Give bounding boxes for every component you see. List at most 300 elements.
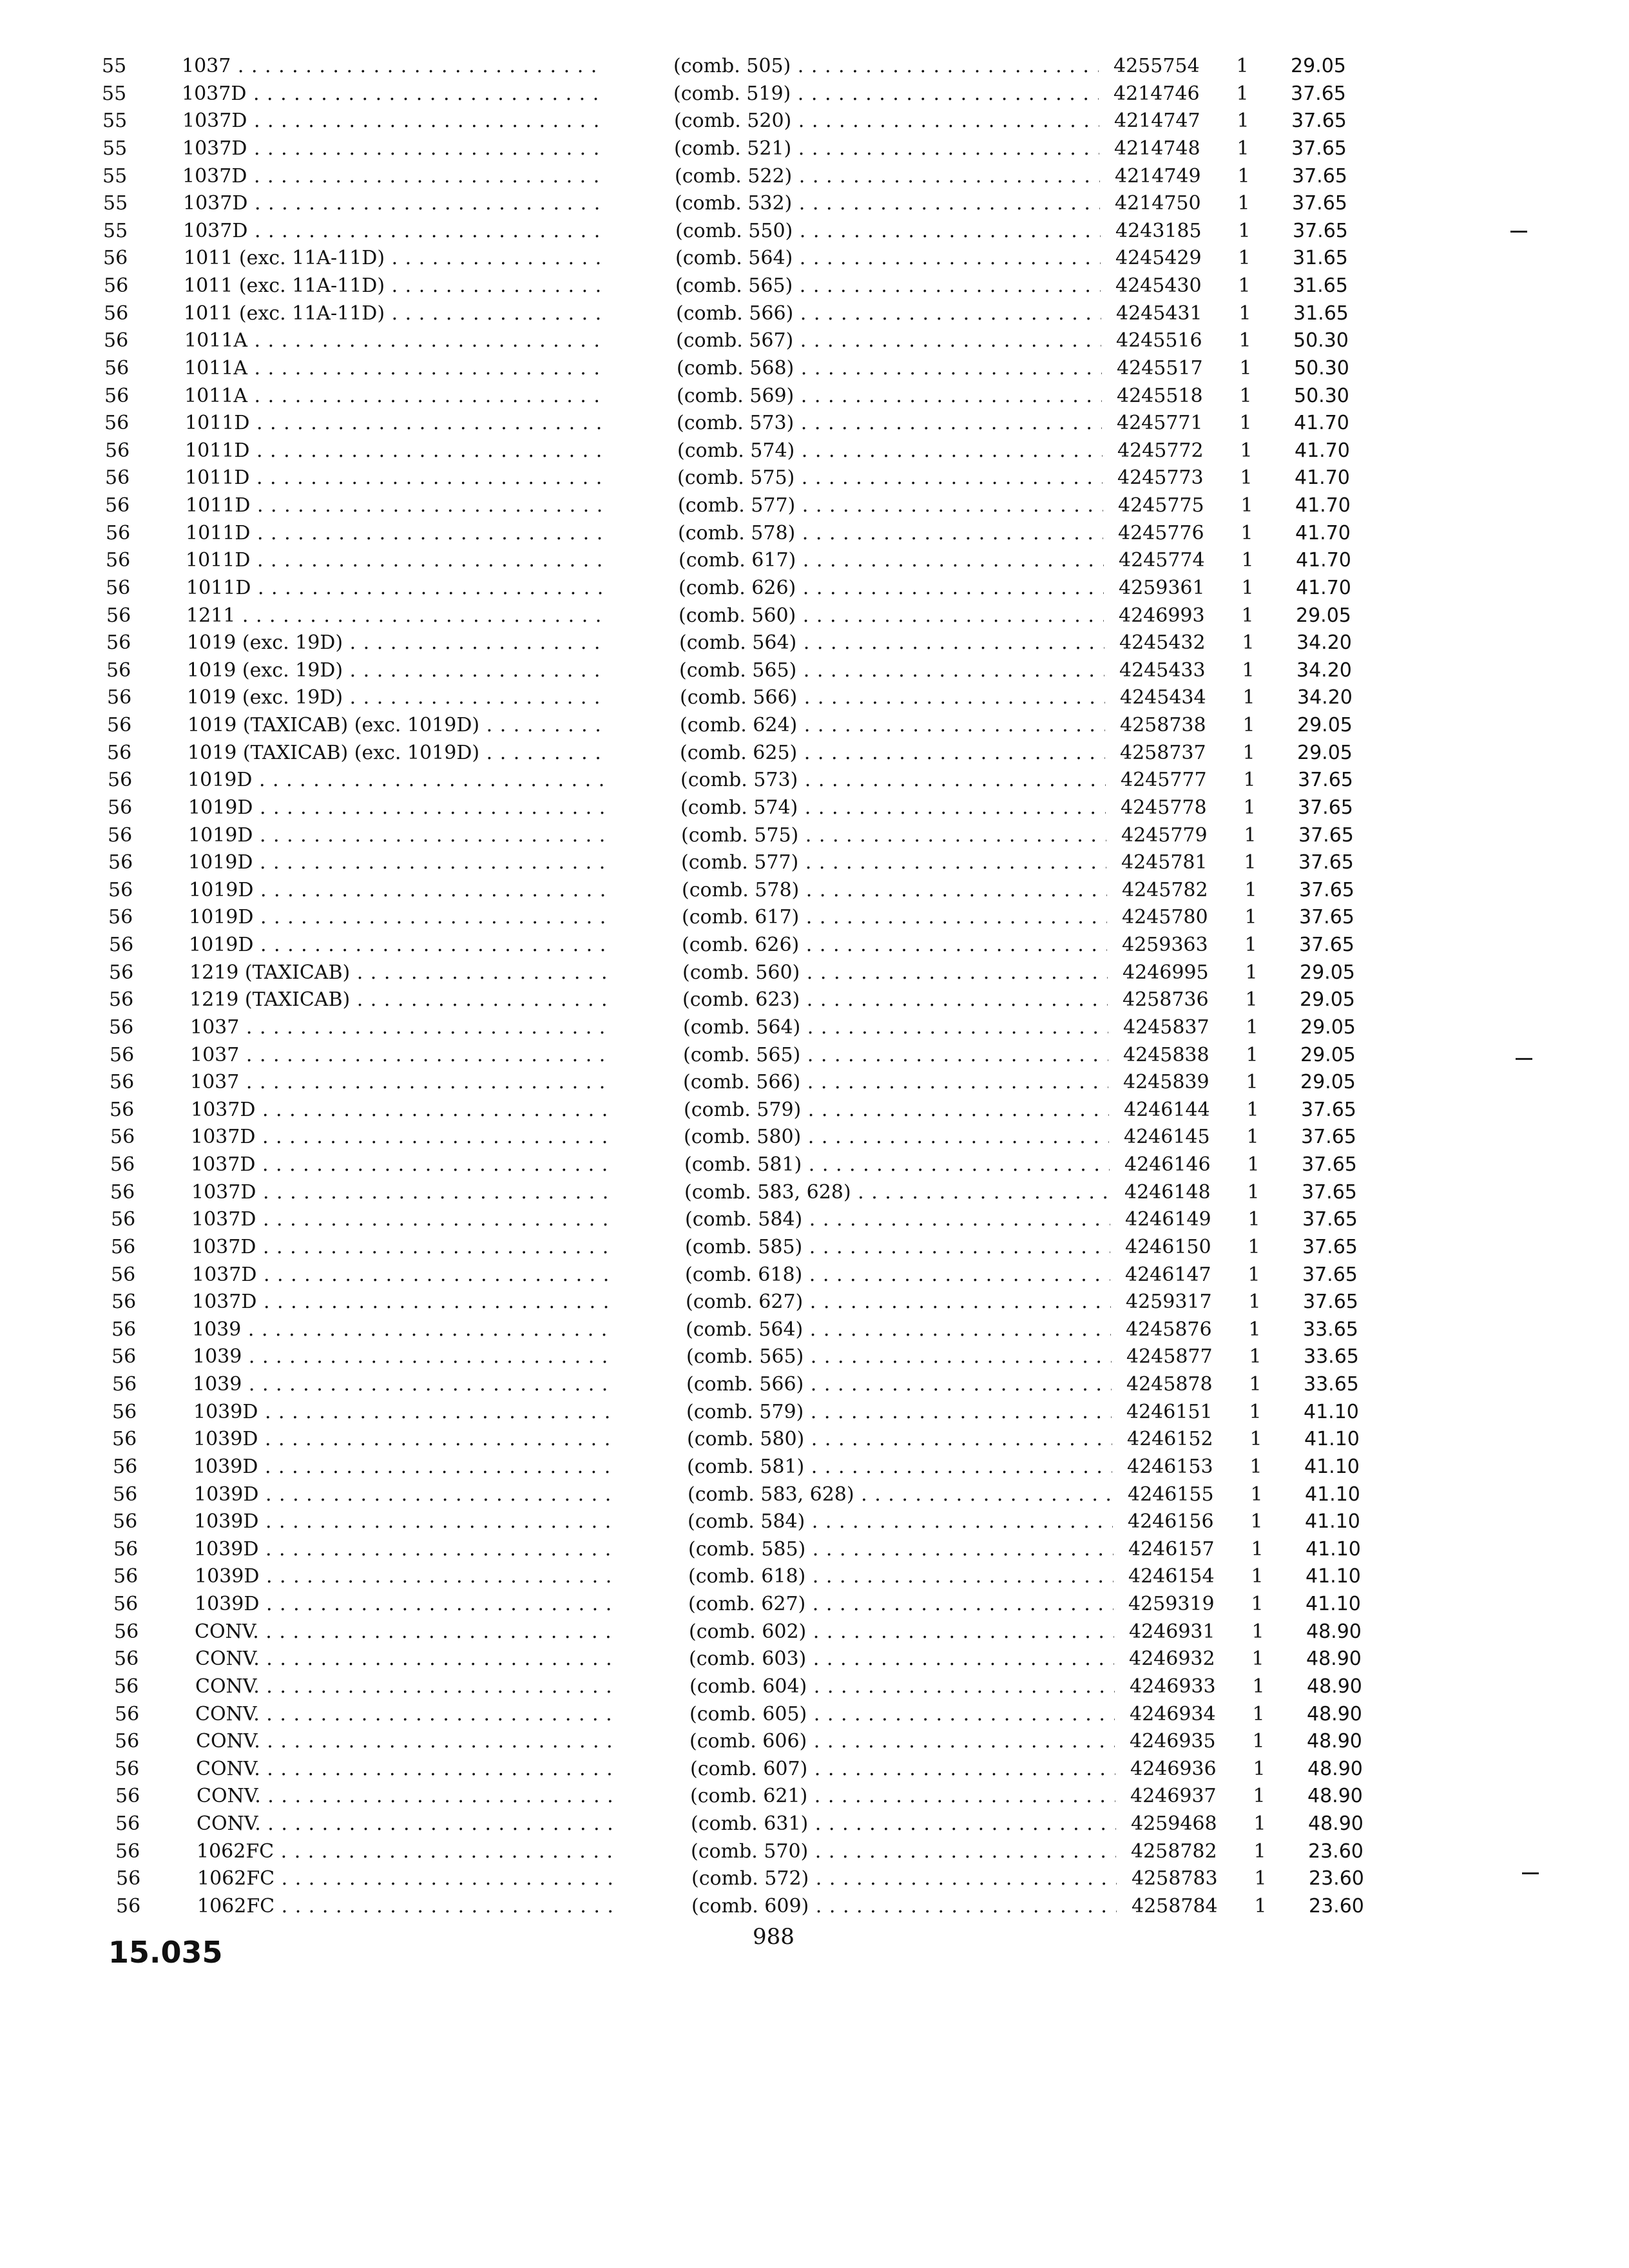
table-row	[0, 1811, 1629, 1837]
table-row	[0, 849, 1629, 876]
model-name: 1019D . . .	[188, 822, 607, 849]
part-number: 4255754	[1113, 55, 1200, 77]
part-number: 4245877	[1126, 1345, 1213, 1368]
model-year: 56	[111, 1345, 137, 1368]
combination-code: (comb. 560) . . .	[682, 959, 1108, 986]
combination-code: (comb. 564) . . .	[675, 245, 1101, 271]
quantity: 1	[1254, 1867, 1267, 1890]
price: 37.65	[1291, 137, 1347, 160]
price: 37.65	[1302, 1181, 1357, 1204]
model-year: 56	[116, 1867, 141, 1890]
price: 37.65	[1299, 879, 1354, 901]
model-name: 1039D . . .	[193, 1399, 612, 1425]
model-name: 1011A . . .	[184, 383, 603, 409]
combination-code: (comb. 626) . . .	[682, 932, 1107, 958]
combination-code: (comb. 585) . . .	[685, 1234, 1110, 1260]
quantity: 1	[1237, 192, 1250, 215]
quantity: 1	[1251, 1648, 1264, 1670]
quantity: 1	[1248, 1264, 1260, 1286]
quantity: 1	[1242, 631, 1255, 654]
part-number: 4258738	[1120, 714, 1206, 736]
price: 41.10	[1304, 1401, 1359, 1423]
table-row	[0, 1124, 1629, 1150]
combination-code: (comb. 521) . . .	[674, 135, 1099, 162]
quantity: 1	[1240, 439, 1253, 462]
table-row	[0, 794, 1629, 821]
quantity: 1	[1241, 549, 1254, 572]
part-number: 4246149	[1125, 1208, 1211, 1231]
model-year: 56	[109, 988, 134, 1011]
table-row	[0, 1563, 1629, 1590]
quantity: 1	[1251, 1620, 1264, 1643]
part-number: 4246155	[1128, 1483, 1214, 1506]
quantity: 1	[1253, 1758, 1266, 1780]
price: 37.65	[1298, 796, 1353, 819]
quantity: 1	[1250, 1483, 1263, 1506]
quantity: 1	[1238, 274, 1251, 297]
model-year: 55	[102, 165, 128, 187]
combination-code: (comb. 627) . . .	[688, 1591, 1113, 1617]
price: 33.65	[1303, 1318, 1358, 1341]
model-year: 56	[105, 466, 130, 489]
combination-code: (comb. 565) . . .	[679, 657, 1104, 684]
model-name: 1039D . . .	[193, 1454, 612, 1480]
price: 37.65	[1302, 1208, 1358, 1231]
model-year: 56	[113, 1456, 138, 1478]
combination-code: (comb. 550) . . .	[675, 218, 1101, 244]
part-number: 4245433	[1119, 659, 1206, 682]
model-year: 56	[104, 412, 130, 434]
model-name: 1019 (exc. 19D) . . .	[187, 629, 606, 656]
model-year: 56	[113, 1538, 139, 1561]
part-number: 4214749	[1115, 165, 1201, 187]
model-name: 1039 . . .	[193, 1371, 612, 1398]
quantity: 1	[1240, 494, 1253, 517]
part-number: 4245876	[1126, 1318, 1212, 1341]
model-year: 56	[115, 1730, 140, 1753]
model-name: 1039D . . .	[194, 1536, 613, 1562]
quantity: 1	[1241, 604, 1254, 627]
price: 41.70	[1295, 522, 1351, 544]
part-number: 4245839	[1123, 1071, 1210, 1093]
combination-code: (comb. 605) . . .	[689, 1701, 1115, 1727]
model-year: 56	[113, 1565, 139, 1588]
combination-code: (comb. 519) . . .	[673, 81, 1099, 107]
model-name: 1037D . . .	[192, 1262, 611, 1288]
combination-code: (comb. 566) . . .	[683, 1069, 1108, 1095]
table-row	[0, 629, 1629, 656]
combination-code: (comb. 617) . . .	[679, 547, 1104, 573]
model-name: 1037D . . .	[191, 1234, 610, 1260]
part-number: 4245775	[1118, 494, 1204, 517]
model-year: 56	[104, 302, 129, 325]
combination-code: (comb. 627) . . .	[686, 1289, 1111, 1315]
part-number: 4246147	[1125, 1264, 1211, 1286]
price: 48.90	[1307, 1675, 1362, 1698]
combination-code: (comb. 574) . . .	[677, 437, 1103, 464]
table-row	[0, 1097, 1629, 1123]
part-number: 4245778	[1121, 796, 1207, 819]
combination-code: (comb. 577) . . .	[678, 492, 1103, 519]
model-year: 56	[105, 439, 130, 462]
model-year: 56	[108, 796, 133, 819]
price: 34.20	[1296, 631, 1352, 654]
table-row	[0, 1371, 1629, 1398]
price: 29.05	[1297, 742, 1353, 764]
part-number: 4214748	[1114, 137, 1200, 160]
combination-code: (comb. 570) . . .	[691, 1838, 1116, 1865]
combination-code: (comb. 585) . . .	[688, 1536, 1113, 1562]
price: 37.65	[1299, 906, 1354, 928]
combination-code: (comb. 578) . . .	[678, 520, 1103, 546]
table-row	[0, 520, 1629, 546]
price: 37.65	[1299, 934, 1354, 956]
part-number: 4246144	[1124, 1099, 1210, 1121]
part-number: 4245771	[1117, 412, 1203, 434]
part-number: 4246148	[1124, 1181, 1211, 1204]
price: 48.90	[1307, 1703, 1362, 1725]
model-name: 1039D . . .	[195, 1591, 613, 1617]
table-row	[0, 190, 1629, 216]
combination-code: (comb. 584) . . .	[688, 1508, 1113, 1535]
quantity: 1	[1237, 137, 1249, 160]
price: 31.65	[1293, 247, 1348, 269]
combination-code: (comb. 583, 628) . . .	[684, 1179, 1110, 1206]
quantity: 1	[1237, 165, 1250, 187]
part-number: 4246146	[1124, 1153, 1211, 1176]
table-row	[0, 986, 1629, 1013]
quantity: 1	[1252, 1730, 1265, 1753]
table-row	[0, 1151, 1629, 1178]
part-number: 4245430	[1115, 274, 1202, 297]
price: 23.60	[1309, 1867, 1364, 1890]
part-number: 4259317	[1126, 1291, 1212, 1313]
table-row	[0, 1234, 1629, 1260]
combination-code: (comb. 566) . . .	[686, 1371, 1112, 1398]
quantity: 1	[1247, 1153, 1260, 1176]
combination-code: (comb. 564) . . .	[683, 1014, 1108, 1041]
quantity: 1	[1245, 961, 1258, 984]
quantity: 1	[1249, 1428, 1262, 1450]
combination-code: (comb. 625) . . .	[680, 740, 1105, 766]
model-name: 1039D . . .	[194, 1481, 613, 1508]
margin-mark	[1516, 1058, 1532, 1060]
model-name: 1037 . . .	[190, 1014, 609, 1041]
price: 31.65	[1293, 302, 1349, 325]
table-row	[0, 1316, 1629, 1343]
price: 37.65	[1291, 82, 1346, 105]
model-year: 56	[105, 494, 130, 517]
table-row	[0, 1783, 1629, 1809]
model-year: 56	[110, 1071, 135, 1093]
model-name: 1011 (exc. 11A-11D) . . .	[184, 273, 602, 299]
model-name: 1019 (exc. 19D) . . .	[187, 684, 606, 711]
combination-code: (comb. 568) . . .	[677, 355, 1102, 381]
part-number: 4246151	[1126, 1401, 1213, 1423]
quantity: 1	[1242, 686, 1255, 709]
part-number: 4246935	[1130, 1730, 1216, 1753]
model-year: 55	[102, 110, 128, 132]
table-row	[0, 1426, 1629, 1452]
model-name: CONV. . . .	[197, 1783, 615, 1809]
price: 29.05	[1300, 961, 1355, 984]
model-name: CONV. . . .	[196, 1728, 615, 1754]
table-row	[0, 1262, 1629, 1288]
table-row	[0, 1619, 1629, 1645]
model-year: 56	[114, 1648, 139, 1670]
quantity: 1	[1240, 522, 1253, 544]
model-name: 1019D . . .	[189, 877, 608, 903]
price: 50.30	[1294, 357, 1349, 380]
table-row	[0, 1343, 1629, 1370]
model-year: 56	[113, 1510, 138, 1533]
table-row	[0, 1865, 1629, 1892]
model-name: 1019 (exc. 19D) . . .	[187, 657, 606, 684]
model-year: 56	[112, 1401, 137, 1423]
quantity: 1	[1239, 357, 1252, 380]
model-year: 56	[111, 1318, 137, 1341]
model-name: CONV. . . .	[195, 1619, 613, 1645]
combination-code: (comb. 579) . . .	[684, 1097, 1109, 1123]
model-name: 1019D . . .	[188, 767, 606, 793]
table-row	[0, 218, 1629, 244]
model-name: 1037D . . .	[192, 1289, 611, 1315]
model-name: 1011A . . .	[184, 327, 603, 354]
page-number: 988	[753, 1924, 795, 1950]
quantity: 1	[1242, 742, 1255, 764]
model-year: 56	[110, 1044, 135, 1066]
part-number: 4243185	[1115, 220, 1202, 242]
table-row	[0, 1701, 1629, 1727]
model-year: 56	[104, 357, 130, 380]
combination-code: (comb. 567) . . .	[676, 327, 1101, 354]
quantity: 1	[1244, 906, 1257, 928]
model-year: 56	[104, 385, 130, 407]
price: 37.65	[1301, 1126, 1356, 1148]
model-year: 55	[102, 82, 127, 105]
model-year: 56	[109, 961, 134, 984]
price: 41.10	[1304, 1456, 1360, 1478]
price: 29.05	[1300, 1044, 1356, 1066]
model-name: 1011D . . .	[186, 547, 604, 573]
model-name: 1019 (TAXICAB) (exc. 1019D) . . .	[188, 712, 606, 738]
table-row	[0, 108, 1629, 134]
model-name: 1037D . . .	[182, 163, 601, 189]
price: 37.65	[1291, 110, 1347, 132]
combination-code: (comb. 520) . . .	[674, 108, 1099, 134]
model-name: 1037D . . .	[191, 1097, 610, 1123]
table-row	[0, 822, 1629, 849]
model-name: 1037 . . .	[190, 1069, 609, 1095]
margin-mark	[1510, 231, 1527, 233]
table-row	[0, 1728, 1629, 1754]
part-number: 4246154	[1128, 1565, 1215, 1588]
quantity: 1	[1249, 1345, 1262, 1368]
quantity: 1	[1253, 1785, 1266, 1807]
quantity: 1	[1243, 769, 1256, 791]
price: 41.70	[1296, 549, 1351, 572]
combination-code: (comb. 577) . . .	[681, 849, 1106, 876]
quantity: 1	[1246, 1126, 1259, 1148]
model-name: 1019D . . .	[189, 904, 608, 930]
part-number: 4259363	[1122, 934, 1208, 956]
model-name: 1011D . . .	[186, 520, 604, 546]
part-number: 4246934	[1130, 1703, 1216, 1725]
part-number: 4245434	[1120, 686, 1206, 709]
part-number: 4258737	[1120, 742, 1206, 764]
part-number: 4214750	[1115, 192, 1201, 215]
quantity: 1	[1248, 1208, 1260, 1231]
table-row	[0, 135, 1629, 162]
part-number: 4259319	[1128, 1593, 1215, 1615]
quantity: 1	[1253, 1812, 1266, 1835]
combination-code: (comb. 584) . . .	[685, 1206, 1110, 1233]
quantity: 1	[1244, 824, 1257, 847]
combination-code: (comb. 565) . . .	[675, 273, 1101, 299]
part-number: 4245774	[1119, 549, 1205, 572]
model-name: 1219 (TAXICAB) . . .	[189, 959, 608, 986]
quantity: 1	[1244, 934, 1257, 956]
model-name: 1019D . . .	[189, 932, 608, 958]
section-number: 15.035	[108, 1935, 223, 1970]
price: 41.10	[1305, 1483, 1360, 1506]
part-number: 4245782	[1122, 879, 1208, 901]
price: 29.05	[1300, 988, 1355, 1011]
price: 23.60	[1308, 1840, 1364, 1863]
model-name: 1037D . . .	[191, 1151, 610, 1178]
quantity: 1	[1248, 1291, 1261, 1313]
quantity: 1	[1249, 1373, 1262, 1396]
table-row	[0, 273, 1629, 299]
quantity: 1	[1246, 1071, 1258, 1093]
model-year: 56	[109, 1016, 134, 1039]
quantity: 1	[1247, 1181, 1260, 1204]
part-number: 4246932	[1129, 1648, 1215, 1670]
quantity: 1	[1239, 412, 1252, 434]
table-row	[0, 1646, 1629, 1672]
table-row	[0, 437, 1629, 464]
model-name: 1062FC . . .	[197, 1838, 615, 1865]
model-name: 1039D . . .	[193, 1426, 612, 1452]
model-year: 56	[112, 1373, 137, 1396]
price: 41.70	[1295, 439, 1350, 462]
table-row	[0, 1454, 1629, 1480]
price: 41.70	[1295, 494, 1351, 517]
price: 48.90	[1306, 1648, 1362, 1670]
price: 29.05	[1300, 1016, 1356, 1039]
model-name: 1037D . . .	[191, 1179, 610, 1206]
model-name: 1219 (TAXICAB) . . .	[189, 986, 608, 1013]
price: 34.20	[1296, 659, 1352, 682]
quantity: 1	[1244, 851, 1257, 874]
model-year: 56	[106, 659, 131, 682]
model-year: 56	[115, 1812, 140, 1835]
table-row	[0, 712, 1629, 738]
combination-code: (comb. 573) . . .	[680, 767, 1106, 793]
table-row	[0, 1838, 1629, 1865]
price: 48.90	[1306, 1620, 1362, 1643]
combination-code: (comb. 532) . . .	[675, 190, 1100, 216]
model-name: CONV. . . .	[195, 1673, 614, 1700]
quantity: 1	[1236, 55, 1249, 77]
part-number: 4245516	[1116, 329, 1202, 352]
model-name: CONV. . . .	[197, 1811, 615, 1837]
table-row	[0, 1591, 1629, 1617]
quantity: 1	[1239, 385, 1252, 407]
model-year: 56	[116, 1895, 141, 1917]
model-name: 1037D . . .	[182, 108, 601, 134]
price: 50.30	[1293, 329, 1349, 352]
table-row	[0, 740, 1629, 766]
model-name: 1011D . . .	[186, 492, 604, 519]
price: 48.90	[1307, 1730, 1362, 1753]
combination-code: (comb. 522) . . .	[675, 163, 1100, 189]
model-name: 1037D . . .	[191, 1206, 610, 1233]
quantity: 1	[1245, 988, 1258, 1011]
model-year: 56	[106, 631, 131, 654]
table-row	[0, 904, 1629, 930]
part-number: 4214747	[1114, 110, 1200, 132]
combination-code: (comb. 618) . . .	[688, 1563, 1113, 1590]
price: 29.05	[1296, 604, 1351, 627]
model-name: 1011D . . .	[186, 575, 605, 601]
table-row	[0, 1206, 1629, 1233]
price: 34.20	[1297, 686, 1353, 709]
part-number: 4258784	[1132, 1895, 1218, 1917]
model-year: 56	[115, 1785, 140, 1807]
table-row	[0, 492, 1629, 519]
table-row	[0, 465, 1629, 491]
quantity: 1	[1238, 220, 1251, 242]
model-name: 1037D . . .	[183, 218, 602, 244]
quantity: 1	[1252, 1703, 1265, 1725]
quantity: 1	[1240, 466, 1253, 489]
combination-code: (comb. 566) . . .	[676, 300, 1101, 327]
model-year: 56	[115, 1840, 140, 1863]
part-number: 4246937	[1130, 1785, 1217, 1807]
table-row	[0, 1179, 1629, 1206]
quantity: 1	[1236, 82, 1249, 105]
model-name: 1039D . . .	[194, 1508, 613, 1535]
part-number: 4245429	[1115, 247, 1202, 269]
table-row	[0, 1014, 1629, 1041]
quantity: 1	[1237, 110, 1249, 132]
model-name: 1037 . . .	[182, 53, 601, 79]
model-year: 56	[113, 1483, 138, 1506]
price: 37.65	[1298, 851, 1354, 874]
part-number: 4245779	[1121, 824, 1208, 847]
model-name: 1019D . . .	[188, 794, 607, 821]
table-row	[0, 575, 1629, 601]
part-number: 4245431	[1116, 302, 1202, 325]
model-year: 56	[106, 604, 131, 627]
combination-code: (comb. 606) . . .	[689, 1728, 1115, 1754]
quantity: 1	[1251, 1565, 1264, 1588]
combination-code: (comb. 579) . . .	[686, 1399, 1112, 1425]
model-name: CONV. . . .	[196, 1756, 615, 1782]
part-number: 4258782	[1131, 1840, 1217, 1863]
table-row	[0, 81, 1629, 107]
quantity: 1	[1246, 1044, 1258, 1066]
model-name: CONV. . . .	[195, 1701, 614, 1727]
table-row	[0, 932, 1629, 958]
part-number: 4246931	[1129, 1620, 1215, 1643]
price: 48.90	[1308, 1812, 1364, 1835]
price: 41.10	[1305, 1510, 1360, 1533]
model-name: 1039D . . .	[195, 1563, 613, 1590]
combination-code: (comb. 566) . . .	[680, 684, 1105, 711]
model-year: 56	[106, 549, 131, 572]
